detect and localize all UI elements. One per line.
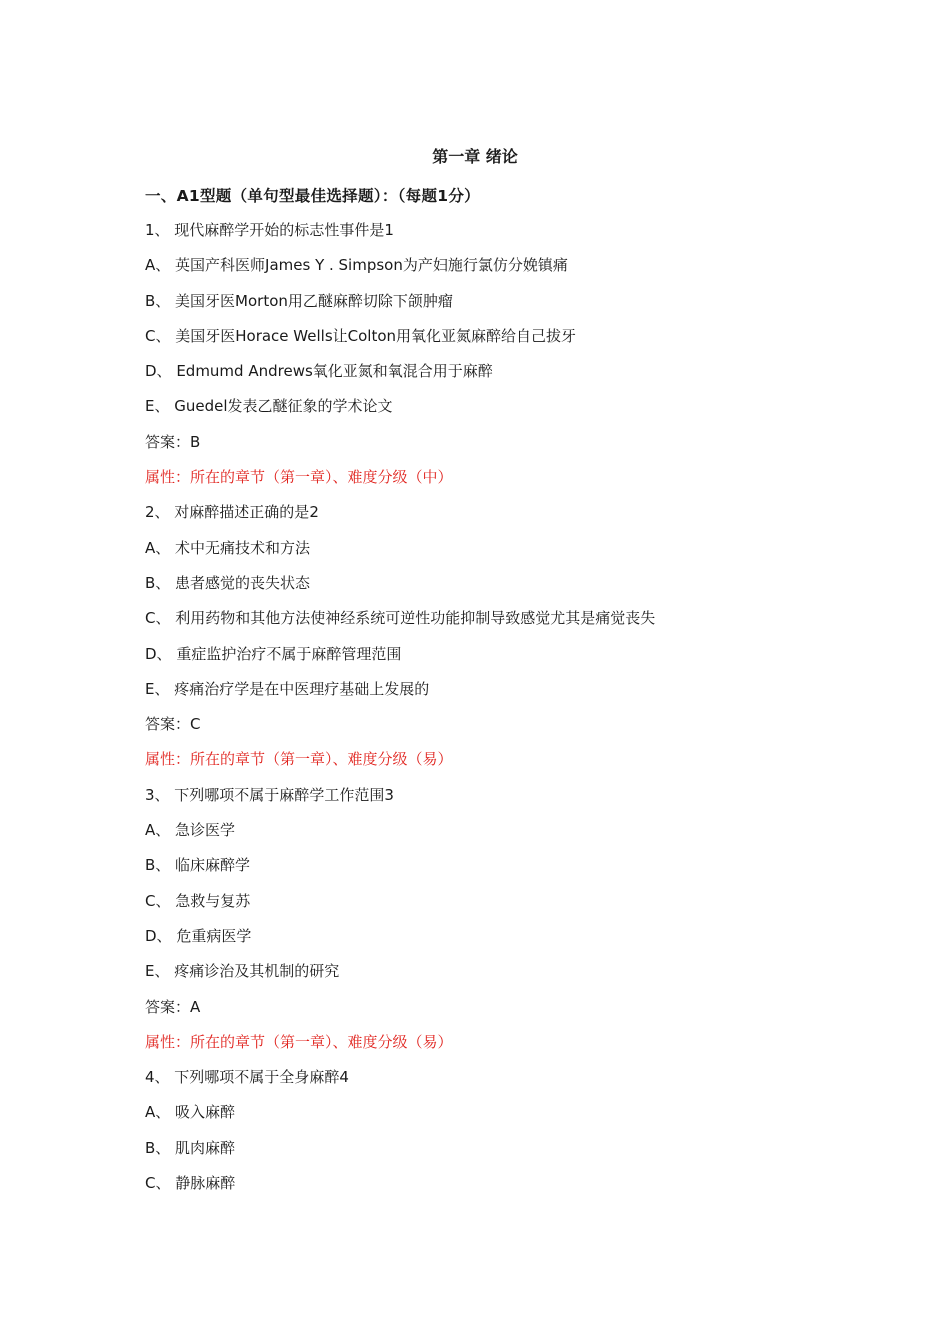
question-text: 4、 下列哪项不属于全身麻醉4 — [145, 1068, 349, 1087]
answer-text: 答案：B — [145, 432, 201, 451]
option-text: C、 静脉麻醉 — [145, 1174, 236, 1193]
question-text: 3、 下列哪项不属于麻醉学工作范围3 — [145, 785, 394, 804]
option-text: E、 疼痛诊治及其机制的研究 — [145, 962, 340, 981]
chapter-title: 第一章 绪论 — [432, 147, 518, 166]
option-text: D、 重症监护治疗不属于麻醉管理范围 — [145, 644, 402, 663]
option-text: C、 利用药物和其他方法使神经系统可逆性功能抑制导致感觉尤其是痛觉丧失 — [145, 609, 656, 628]
question-list — [145, 219, 845, 1207]
question-text: 2、 对麻醉描述正确的是2 — [145, 503, 319, 522]
question-text: 1、 现代麻醉学开始的标志性事件是1 — [145, 221, 394, 239]
option-text: D、 危重病医学 — [145, 926, 252, 945]
option-text: B、 肌肉麻醉 — [145, 1138, 236, 1157]
option-text: A、 吸入麻醉 — [145, 1103, 236, 1122]
option-text: C、 美国牙医Horace Wells让Colton用氧化亚氮麻醉给自己拔牙 — [145, 326, 577, 345]
answer-text: 答案：A — [145, 997, 201, 1016]
attribute-text: 属性：所在的章节（第一章）、难度分级（易） — [145, 750, 453, 769]
option-text: E、 疼痛治疗学是在中医理疗基础上发展的 — [145, 679, 430, 698]
option-text: B、 患者感觉的丧失状态 — [145, 573, 311, 592]
section-heading: 一、A1型题（单句型最佳选择题）：（每题1分） — [145, 187, 480, 205]
option-text: A、 英国产科医师James Y . Simpson为产妇施行氯仿分娩镇痛 — [145, 256, 568, 275]
option-text: B、 美国牙医Morton用乙醚麻醉切除下颌肿瘤 — [145, 291, 453, 310]
option-text: A、 术中无痛技术和方法 — [145, 538, 311, 557]
option-text: A、 急诊医学 — [145, 821, 236, 840]
option-text: B、 临床麻醉学 — [145, 856, 251, 875]
attribute-text: 属性：所在的章节（第一章）、难度分级（易） — [145, 1032, 453, 1051]
option-text: E、 Guedel发表乙醚征象的学术论文 — [145, 397, 393, 416]
option-text: C、 急救与复苏 — [145, 891, 251, 910]
attribute-text: 属性：所在的章节（第一章）、难度分级（中） — [145, 468, 453, 487]
option-text: D、 Edmumd Andrews氧化亚氮和氧混合用于麻醉 — [145, 362, 493, 381]
answer-text: 答案：C — [145, 715, 201, 734]
